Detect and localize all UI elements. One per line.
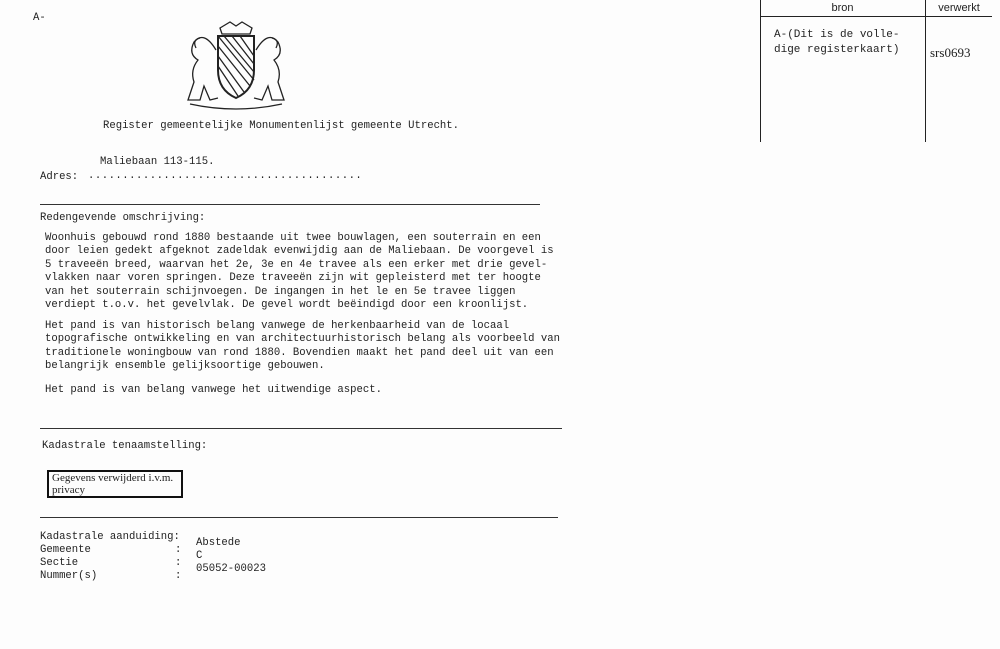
register-title: Register gemeentelijke Monumentenlijst gemeente Utrecht.: [103, 120, 460, 132]
aanduiding-value-sectie: C: [196, 550, 203, 562]
aanduiding-sep: :: [175, 544, 182, 556]
aanduiding-value-nummers: 05052-00023: [196, 563, 266, 575]
table-border: [925, 0, 926, 142]
divider: [40, 204, 540, 205]
address-value: Maliebaan 113-115.: [100, 156, 215, 168]
aanduiding-sep: :: [175, 570, 182, 582]
description-heading: Redengevende omschrijving:: [40, 212, 206, 224]
description-paragraph: Het pand is van belang vanwege het uitwendige aspect.: [45, 384, 382, 396]
aanduiding-heading: Kadastrale aanduiding:: [40, 531, 180, 543]
table-border: [760, 0, 761, 142]
aanduiding-label-gemeente: Gemeente: [40, 544, 91, 556]
table-header-bron: bron: [831, 2, 854, 14]
aanduiding-label-nummers: Nummer(s): [40, 570, 98, 582]
description-paragraph: Het pand is van historisch belang vanwege de herkenbaarheid van de locaal topografische ontwikkeling en van architectuurhistorisch belang als voorbeeld van traditionele woningbouw van rond 1880. Bovendien maakt het pand deel uit van een belangrijk ensemble gelijksoortige gebouwen.: [45, 320, 560, 373]
aanduiding-label-sectie: Sectie: [40, 557, 79, 569]
tenaamstelling-heading: Kadastrale tenaamstelling:: [42, 440, 208, 452]
address-label: Adres:: [40, 171, 79, 183]
table-bron-value: A-(Dit is de volle- dige registerkaart): [774, 29, 900, 56]
corner-code: A-: [33, 12, 46, 24]
table-header-verwerkt: verwerkt: [938, 2, 980, 14]
coat-of-arms-emblem: [180, 20, 292, 112]
table-border: [760, 16, 992, 17]
aanduiding-value-gemeente: Abstede: [196, 537, 241, 549]
divider: [40, 428, 562, 429]
divider: [40, 517, 558, 518]
aanduiding-sep: :: [175, 557, 182, 569]
address-dots: ........................................: [88, 170, 363, 182]
description-paragraph: Woonhuis gebouwd rond 1880 bestaande uit twee bouwlagen, een souterrain en een door leien gedekt afgeknot zadeldak evenwijdig aan de Maliebaan. De voorgevel is 5 traveeën breed, waarvan het 2e, 3e en 4e travee als een erker met drie gevel- vlakken naar voren springen. Deze traveeën zijn wit gepleisterd met ter hoogte van het souterrain schijnvoegen. De ingangen in het le en 5e travee liggen verdiept t.o.v. het gevelvlak. De gevel wordt beëindigd door een kroonlijst.: [45, 232, 554, 312]
table-verwerkt-value: srs0693: [930, 45, 971, 60]
redacted-privacy-box: Gegevens verwijderd i.v.m. privacy: [47, 470, 183, 498]
